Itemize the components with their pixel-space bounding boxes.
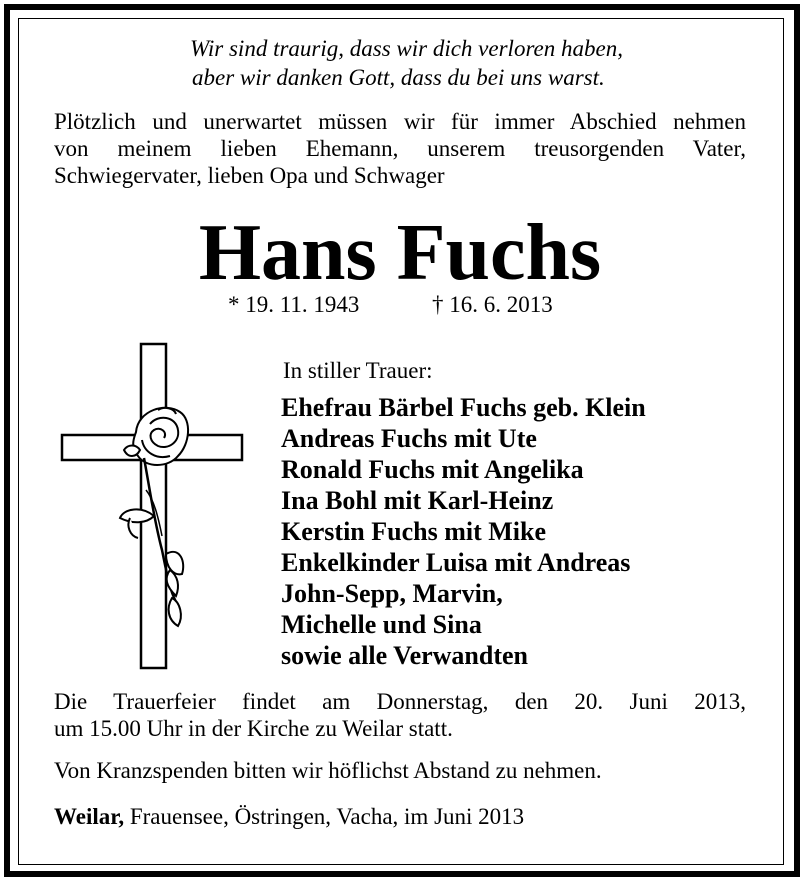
list-item: John-Sepp, Marvin, bbox=[281, 579, 503, 608]
motto-line-1: Wir sind traurig, dass wir dich verloren haben, bbox=[190, 36, 623, 61]
life-dates bbox=[0, 292, 800, 322]
mourning-label: In stiller Trauer: bbox=[283, 358, 433, 383]
list-item: Enkelkinder Luisa mit Andreas bbox=[281, 548, 631, 577]
list-item: Andreas Fuchs mit Ute bbox=[281, 424, 537, 453]
list-item: Kerstin Fuchs mit Mike bbox=[281, 517, 547, 546]
birth-date: * 19. 11. 1943 bbox=[228, 292, 360, 317]
cross-with-rose-icon bbox=[58, 340, 248, 675]
place-town: Weilar, bbox=[54, 804, 125, 829]
motto bbox=[190, 34, 710, 92]
list-item: Ronald Fuchs mit Angelika bbox=[281, 455, 584, 484]
place-and-date bbox=[54, 804, 524, 830]
intro-line-3: Schwiegervater, lieben Opa und Schwager bbox=[54, 163, 445, 188]
place-rest: Frauensee, Östringen, Vacha, im Juni 2013 bbox=[124, 804, 525, 829]
list-item: Ehefrau Bärbel Fuchs geb. Klein bbox=[281, 393, 646, 422]
flowers-note: Von Kranzspenden bitten wir höflichst Abstand zu nehmen. bbox=[54, 758, 602, 783]
ceremony-line-2: um 15.00 Uhr in der Kirche zu Weilar statt. bbox=[54, 716, 453, 741]
intro-text bbox=[54, 108, 746, 189]
list-item: Michelle und Sina bbox=[281, 610, 482, 639]
death-date: † 16. 6. 2013 bbox=[432, 292, 553, 317]
ceremony-notice bbox=[54, 688, 746, 742]
mourners-list bbox=[281, 392, 646, 671]
intro-line-1: Plötzlich und unerwartet müssen wir für immer Abschied nehmen bbox=[54, 109, 746, 134]
ceremony-line-1: Die Trauerfeier findet am Donnerstag, den 20. Juni 2013, bbox=[54, 689, 746, 714]
intro-line-2: von meinem lieben Ehemann, unserem treusorgenden Vater, bbox=[54, 136, 746, 161]
list-item: Ina Bohl mit Karl-Heinz bbox=[281, 486, 554, 515]
list-item: sowie alle Verwandten bbox=[281, 641, 528, 670]
deceased-name: Hans Fuchs bbox=[198, 209, 602, 297]
motto-line-2: aber wir danken Gott, dass du bei uns warst. bbox=[192, 65, 605, 90]
